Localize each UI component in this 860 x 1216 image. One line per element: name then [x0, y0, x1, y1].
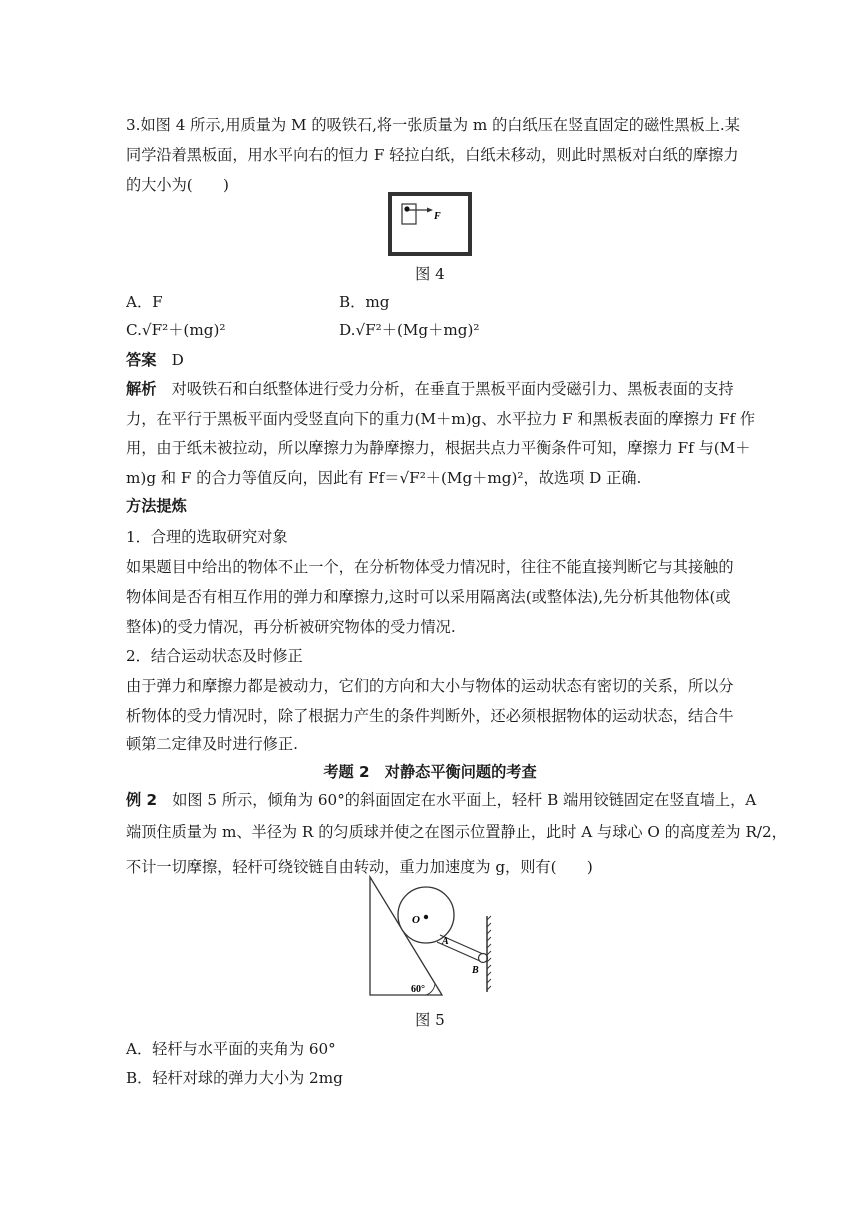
option-b: B．mg — [339, 293, 390, 311]
method-title: 方法提炼 — [126, 497, 187, 515]
answer-row — [126, 350, 184, 370]
example-2-label: 例 2 — [126, 791, 158, 809]
figure-5-caption: 图 5 — [415, 1011, 445, 1029]
method-point-2-title: 2．结合运动状态及时修正 — [126, 647, 303, 665]
analysis-line-2: 力，在平行于黑板平面内受竖直向下的重力(M＋m)g、水平拉力 F 和黑板表面的摩擦力 Ff 作 — [126, 410, 756, 428]
option-d: D.√F²＋(Mg＋mg)² — [339, 321, 480, 339]
method-point-2-line-1: 由于弹力和摩擦力都是被动力，它们的方向和大小与物体的运动状态有密切的关系，所以分 — [126, 677, 734, 695]
figure-4-caption: 图 4 — [415, 265, 445, 283]
label-o: O — [412, 914, 420, 926]
example-2-option-a: A．轻杆与水平面的夹角为 60° — [126, 1040, 336, 1058]
example-2-line-1: 例 2 如图 5 所示，倾角为 60°的斜面固定在水平面上，轻杆 B 端用铰链固定在竖直墙上，A — [126, 791, 757, 809]
example-2-line-2: 端顶住质量为 m、半径为 R 的匀质球并使之在图示位置静止，此时 A 与球心 O 的高度差为 R/2， — [126, 823, 787, 841]
magnet-dot — [404, 206, 409, 211]
answer-label: 答案 — [126, 351, 157, 369]
answer-value: D — [171, 351, 184, 369]
method-point-2-line-3: 顿第二定律及时进行修正. — [126, 735, 298, 753]
figure-5-incline-ball-rod — [362, 874, 492, 998]
example-2-line-3: 不计一切摩擦，轻杆可绕铰链自由转动，重力加速度为 g，则有( ) — [126, 858, 593, 876]
example-2-option-b: B．轻杆对球的弹力大小为 2mg — [126, 1069, 343, 1087]
method-point-1-line-3: 整体)的受力情况，再分析被研究物体的受力情况. — [126, 618, 456, 636]
method-point-1-title: 1．合理的选取研究对象 — [126, 528, 288, 546]
hinge — [479, 954, 488, 963]
analysis-line-4: m)g 和 F 的合力等值反向，因此有 Ff＝√F²＋(Mg＋mg)²，故选项 D 正确. — [126, 469, 642, 487]
label-angle: 60° — [411, 984, 425, 995]
question-3-line-2: 同学沿着黑板面，用水平向右的恒力 F 轻拉白纸，白纸未移动，则此时黑板对白纸的摩擦力 — [126, 146, 739, 164]
ball-center-dot — [424, 915, 428, 919]
method-point-1-line-2: 物体间是否有相互作用的弹力和摩擦力,这时可以采用隔离法(或整体法),先分析其他物体(或 — [126, 588, 731, 606]
figure-4-blackboard — [388, 192, 472, 256]
topic-2-heading: 考题 2 对静态平衡问题的考查 — [323, 763, 537, 781]
method-point-2-line-2: 析物体的受力情况时，除了根据力产生的条件判断外，还必须根据物体的运动状态，结合牛 — [126, 707, 734, 725]
label-a: A — [442, 936, 449, 947]
option-a: A．F — [126, 293, 163, 311]
analysis-line-3: 用，由于纸未被拉动，所以摩擦力为静摩擦力，根据共点力平衡条件可知，摩擦力 Ff 与(M＋ — [126, 439, 751, 457]
analysis-line-1: 解析 对吸铁石和白纸整体进行受力分析，在垂直于黑板平面内受磁引力、黑板表面的支持 — [126, 380, 734, 398]
question-3-line-1: 3.如图 4 所示,用质量为 M 的吸铁石,将一张质量为 m 的白纸压在竖直固定的磁性黑板上.某 — [126, 116, 740, 134]
analysis-label: 解析 — [126, 380, 157, 398]
force-label-f: F — [434, 211, 441, 222]
option-c: C.√F²＋(mg)² — [126, 321, 226, 339]
question-3-line-3: 的大小为( ) — [126, 176, 229, 194]
label-b: B — [472, 965, 479, 976]
method-point-1-line-1: 如果题目中给出的物体不止一个，在分析物体受力情况时，往往不能直接判断它与其接触的 — [126, 558, 734, 576]
paper-rect — [402, 204, 416, 224]
